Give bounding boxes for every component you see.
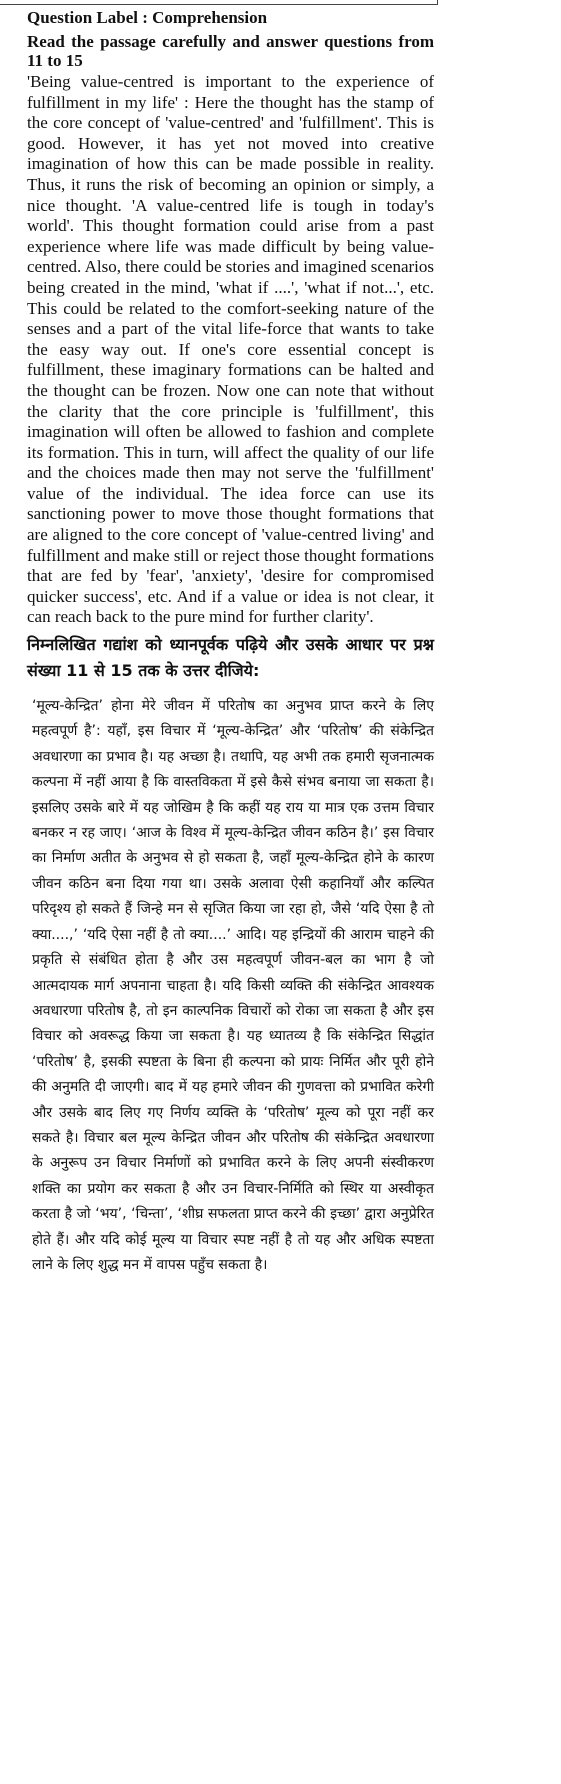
instruction-english: Read the passage carefully and answer questions from 11 to 15 — [27, 32, 434, 70]
question-block — [27, 8, 434, 1278]
passage-english: 'Being value-centred is important to the experience of fulfillment in my life' : Here the thought has the stamp of the core concept of 'value-centred' and 'fulfillment'. This is good. However, it has yet not moved into creative imagination of how this can be made possible in reality. Thus, it runs the risk of becoming an opinion or simply, a nice thought. 'A value-centred life is tough in today's world'. This thought formation could arise from a past experience where life was made difficult by being value-centred. Also, there could be stories and imagined scenarios being created in the mind, 'what if ....', 'what if not...', etc. This could be related to the comfort-seeking nature of the senses and a part of the vital life-force that wants to take the easy way out. If one's core essential concept is fulfillment, these imaginary formations can be halted and the thought can be frozen. Now one can note that without the clarity that the core principle is 'fulfillment', this imagination will often be allowed to fashion and complete its formation. This in turn, will affect the quality of our life and the choices made then may not serve the 'fulfillment' value of the individual. The idea force can use its sanctioning power to move those thought formations that are aligned to the core concept of 'value-centred living' and fulfillment and make still or reject those thought formations that are fed by 'fear', 'anxiety', 'desire for compromised quicker success', etc. And if a value or idea is not clear, it can reach back to the pure mind for further clarity'. — [27, 72, 434, 627]
question-label: Question Label : Comprehension — [27, 8, 268, 27]
instruction-hindi: निम्नलिखित गद्यांश को ध्यानपूर्वक पढ़िये और उसके आधार पर प्रश्न संख्या 11 से 15 तक के उत्तर दीजिये: — [27, 635, 434, 681]
top-border — [0, 0, 438, 5]
passage-hindi: ‘मूल्य-केन्द्रित’ होना मेरे जीवन में परितोष का अनुभव प्राप्त करने के लिए महत्वपूर्ण है’: यहाँ, इस विचार में ‘मूल्य-केन्द्रित’ और ‘परितोष’ की संकेन्द्रित अवधारणा का प्रभाव है। यह अच्छा है। तथापि, यह अभी तक हमारी सृजनात्मक कल्पना में नहीं आया है कि वास्तविकता में इसे कैसे संभव बनाया जा सकता है। इसलिए उसके बारे में यह जोखिम है कि कहीं यह राय या मात्र एक उत्तम विचार बनकर न रह जाए। ‘आज के विश्व में मूल्य-केन्द्रित जीवन कठिन है।’ इस विचार का निर्माण अतीत के अनुभव से हो सकता है, जहाँ मूल्य-केन्द्रित होने के कारण जीवन कठिन बना दिया गया था। उसके अलावा ऐसी कहानियाँ और कल्पित परिदृश्य हो सकते हैं जिन्हे मन से सृजित किया जा रहा हो, जैसे ‘यदि ऐसा है तो क्या....,’ ‘यदि ऐसा नहीं है तो क्या....’ आदि। यह इन्द्रियों की आराम चाहने की प्रकृति से संबंधित होता है और उस महत्वपूर्ण जीवन-बल का भाग है जो आत्मदायक मार्ग अपनाना चाहता है। यदि किसी व्यक्ति की संकेन्द्रित आवश्यक अवधारणा परितोष है, तो इन काल्पनिक विचारों को रोका जा सकता है और इस विचार को अवरूद्ध किया जा सकता है। यह ध्यातव्य है कि संकेन्द्रित सिद्धांत ‘परितोष’ है, इसकी स्पष्टता के बिना ही कल्पना को प्रायः निर्मित और पूरी होने की अनुमति दी जाएगी। बाद में यह हमारे जीवन की गुणवत्ता को प्रभावित करेगी और उसके बाद लिए गए निर्णय व्यक्ति के ‘परितोष’ मूल्य को पूरा नहीं कर सकते है। विचार बल मूल्य केन्द्रित जीवन और परितोष की संकेन्द्रित अवधारणा के अनुरूप उन विचार निर्माणों को प्रभावित करने के लिए अपनी संस्वीकरण शक्ति का प्रयोग कर सकता है और उन विचार-निर्मिति को स्थिर या अस्वीकृत करता है जो ‘भय’, ‘चिन्ता’, ‘शीघ्र सफलता प्राप्त करने की इच्छा’ द्वारा अनुप्रेरित होते हैं। और यदि कोई मूल्य या विचार स्पष्ट नहीं है तो यह और अधिक स्पष्टता लाने के लिए शुद्ध मन में वापस पहुँच सकता है। — [32, 698, 434, 1273]
